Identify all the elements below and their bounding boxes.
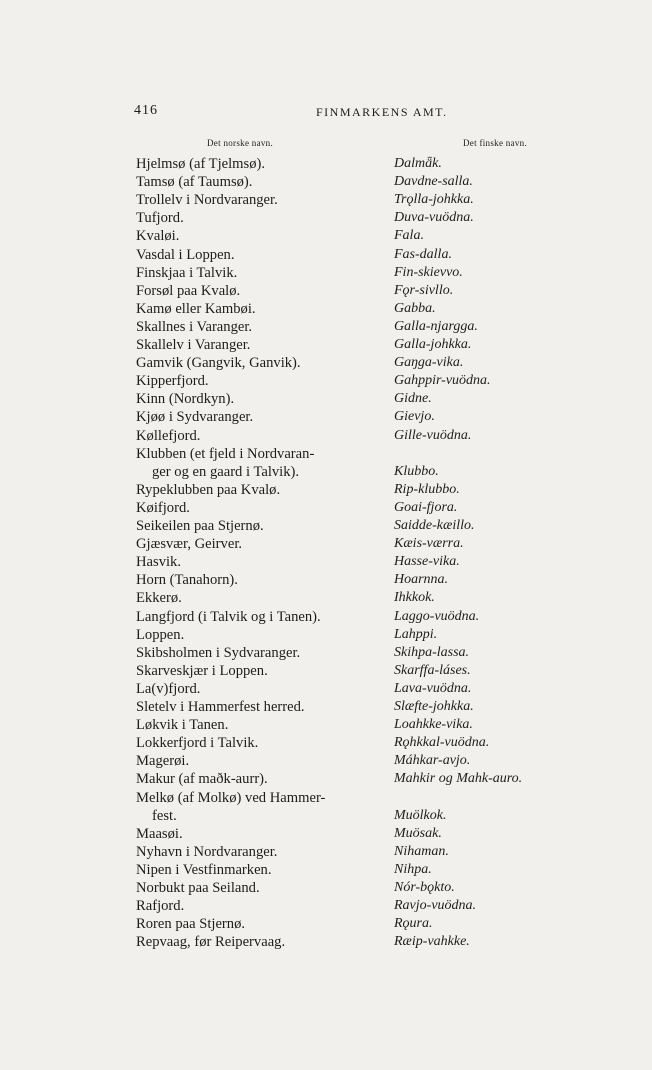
norwegian-name: Ekkerø. bbox=[136, 590, 182, 607]
norwegian-name: Kipperfjord. bbox=[136, 373, 209, 390]
entry-row bbox=[0, 699, 652, 717]
entry-row bbox=[0, 409, 652, 427]
norwegian-name: ger og en gaard i Talvik). bbox=[152, 463, 300, 480]
entry-row bbox=[0, 228, 652, 246]
entry-row bbox=[0, 735, 652, 753]
finnish-name: Davdne-salla. bbox=[394, 174, 473, 190]
finnish-name: Laggo-vuödna. bbox=[394, 608, 480, 624]
entry-row bbox=[0, 337, 652, 355]
norwegian-name: Finskjaa i Talvik. bbox=[136, 264, 238, 281]
entry-row bbox=[0, 916, 652, 934]
entry-row bbox=[0, 771, 652, 789]
entry-row bbox=[0, 880, 652, 898]
norwegian-name: Lokkerfjord i Talvik. bbox=[136, 735, 259, 752]
entry-row bbox=[0, 536, 652, 554]
entry-row bbox=[0, 283, 652, 301]
norwegian-name: Skarveskjær i Loppen. bbox=[136, 662, 268, 679]
finnish-name: Saidde-kæillo. bbox=[394, 518, 475, 533]
finnish-name: Rip-klubbo. bbox=[394, 481, 460, 497]
finnish-name: Máhkar-avjo. bbox=[394, 753, 471, 769]
entry-row bbox=[0, 319, 652, 337]
norwegian-name: Køllefjord. bbox=[136, 427, 201, 444]
norwegian-name: Skallnes i Varanger. bbox=[136, 318, 253, 335]
finnish-name: Rǫura. bbox=[394, 916, 433, 932]
norwegian-name: Skibsholmen i Sydvaranger. bbox=[136, 644, 301, 661]
entry-row bbox=[0, 247, 652, 265]
entry-row bbox=[0, 391, 652, 409]
finnish-name: Gabba. bbox=[394, 300, 436, 316]
finnish-name: Lahppi. bbox=[394, 626, 438, 642]
column-heading-finnish: Det finske navn. bbox=[463, 138, 528, 148]
norwegian-name: Trollelv i Nordvaranger. bbox=[136, 192, 278, 209]
norwegian-name: Seikeilen paa Stjernø. bbox=[136, 518, 264, 534]
norwegian-name: Kjøø i Sydvaranger. bbox=[136, 409, 254, 426]
entry-row bbox=[0, 663, 652, 681]
entry-row bbox=[0, 265, 652, 283]
entry-row bbox=[0, 645, 652, 663]
entry-row bbox=[0, 500, 652, 518]
entry-row bbox=[0, 808, 652, 826]
entry-row bbox=[0, 572, 652, 590]
entry-row bbox=[0, 934, 652, 952]
running-title: FINMARKENS AMT. bbox=[316, 105, 448, 119]
finnish-name: Loahkke-vika. bbox=[394, 717, 473, 733]
finnish-name: Fas-dalla. bbox=[394, 246, 452, 262]
norwegian-name: Magerøi. bbox=[136, 753, 190, 770]
norwegian-name: Nipen i Vestfinmarken. bbox=[136, 861, 272, 878]
norwegian-name: Maasøi. bbox=[136, 825, 183, 842]
norwegian-name: Horn (Tanahorn). bbox=[136, 572, 238, 589]
entry-row bbox=[0, 156, 652, 174]
entry-row bbox=[0, 609, 652, 627]
finnish-name: Skihpa-lassa. bbox=[394, 644, 470, 660]
finnish-name: Fala. bbox=[394, 228, 424, 244]
norwegian-name: Kinn (Nordkyn). bbox=[136, 391, 235, 408]
finnish-name: Ihkkok. bbox=[394, 590, 435, 606]
finnish-name: Slæfte-johkka. bbox=[394, 699, 474, 714]
entry-row bbox=[0, 554, 652, 572]
column-heading-norwegian: Det norske navn. bbox=[207, 138, 274, 148]
entry-row bbox=[0, 862, 652, 880]
norwegian-name: Nyhavn i Nordvaranger. bbox=[136, 843, 278, 860]
norwegian-name: Makur (af maðk-aurr). bbox=[136, 771, 268, 788]
finnish-name: Goai-fjora. bbox=[394, 499, 458, 515]
entry-row bbox=[0, 898, 652, 916]
finnish-name: Trǫlla-johkka. bbox=[394, 192, 474, 208]
norwegian-name: Gamvik (Gangvik, Ganvik). bbox=[136, 355, 301, 372]
finnish-name: Nihpa. bbox=[394, 861, 432, 877]
finnish-name: Dalmǟk. bbox=[394, 156, 442, 171]
entry-row bbox=[0, 373, 652, 391]
norwegian-name: Skallelv i Varanger. bbox=[136, 337, 251, 353]
norwegian-name: La(v)fjord. bbox=[136, 680, 201, 697]
finnish-name: Ravjo-vuödna. bbox=[394, 898, 477, 914]
entry-row bbox=[0, 717, 652, 735]
finnish-name: Galla-johkka. bbox=[394, 337, 472, 352]
finnish-name: Gidne. bbox=[394, 391, 432, 407]
finnish-name: Mahkir og Mahk-auro. bbox=[394, 771, 523, 787]
finnish-name: Galla-njargga. bbox=[394, 318, 478, 334]
finnish-name: Skarffa-láses. bbox=[394, 662, 471, 678]
norwegian-name: Klubben (et fjeld i Nordvaran- bbox=[136, 445, 315, 462]
finnish-name: Duva-vuödna. bbox=[394, 210, 474, 226]
norwegian-name: Tamsø (af Taumsø). bbox=[136, 174, 253, 191]
finnish-name: Ræip-vahkke. bbox=[394, 934, 470, 950]
norwegian-name: Vasdal i Loppen. bbox=[136, 246, 235, 263]
entry-row bbox=[0, 753, 652, 771]
norwegian-name: Gjæsvær, Geirver. bbox=[136, 536, 243, 553]
norwegian-name: Køifjord. bbox=[136, 499, 190, 516]
norwegian-name: Rafjord. bbox=[136, 898, 185, 915]
norwegian-name: Loppen. bbox=[136, 626, 185, 643]
norwegian-name: Melkø (af Molkø) ved Hammer- bbox=[136, 789, 326, 806]
finnish-name: Kæis-værra. bbox=[394, 536, 464, 552]
entry-row bbox=[0, 301, 652, 319]
entry-row bbox=[0, 428, 652, 446]
entry-row bbox=[0, 210, 652, 228]
entry-row bbox=[0, 627, 652, 645]
norwegian-name: Hasvik. bbox=[136, 554, 181, 571]
entry-row bbox=[0, 355, 652, 373]
norwegian-name: Roren paa Stjernø. bbox=[136, 916, 246, 933]
norwegian-name: Forsøl paa Kvalø. bbox=[136, 282, 241, 299]
finnish-name: Hasse-vika. bbox=[394, 554, 460, 570]
finnish-name: Lava-vuödna. bbox=[394, 680, 472, 696]
finnish-name: Gille-vuödna. bbox=[394, 427, 472, 443]
norwegian-name: Repvaag, før Reipervaag. bbox=[136, 934, 286, 951]
entry-row bbox=[0, 681, 652, 699]
norwegian-name: Langfjord (i Talvik og i Tanen). bbox=[136, 608, 321, 625]
finnish-name: Hoarnna. bbox=[394, 572, 449, 588]
entry-row bbox=[0, 790, 652, 808]
finnish-name: Rǫhkkal-vuödna. bbox=[394, 735, 490, 751]
finnish-name: Gahppir-vuödna. bbox=[394, 373, 491, 389]
entry-row bbox=[0, 464, 652, 482]
finnish-name: Muölkok. bbox=[394, 807, 447, 823]
norwegian-name: Løkvik i Tanen. bbox=[136, 717, 229, 734]
entry-row bbox=[0, 192, 652, 210]
finnish-name: Fǫr-sivllo. bbox=[394, 282, 454, 298]
page-number: 416 bbox=[134, 103, 158, 118]
norwegian-name: Sletelv i Hammerfest herred. bbox=[136, 699, 305, 715]
finnish-name: Gievjo. bbox=[394, 409, 435, 425]
norwegian-name: Tufjord. bbox=[136, 210, 184, 227]
entry-row bbox=[0, 826, 652, 844]
entry-row bbox=[0, 174, 652, 192]
finnish-name: Fin-skievvo. bbox=[394, 264, 463, 280]
finnish-name: Nihaman. bbox=[394, 843, 449, 859]
finnish-name: Muösak. bbox=[394, 825, 442, 841]
norwegian-name: Kamø eller Kambøi. bbox=[136, 300, 256, 317]
finnish-name: Nór-bǫkto. bbox=[394, 880, 455, 895]
norwegian-name: Kvaløi. bbox=[136, 228, 180, 245]
finnish-name: Klubbo. bbox=[394, 463, 439, 479]
entry-row bbox=[0, 844, 652, 862]
norwegian-name: Hjelmsø (af Tjelmsø). bbox=[136, 156, 266, 172]
norwegian-name: Rypeklubben paa Kvalø. bbox=[136, 481, 281, 498]
entry-row bbox=[0, 518, 652, 536]
entry-row bbox=[0, 482, 652, 500]
norwegian-name: fest. bbox=[152, 807, 177, 824]
entry-row bbox=[0, 446, 652, 464]
norwegian-name: Norbukt paa Seiland. bbox=[136, 880, 260, 896]
entry-row bbox=[0, 590, 652, 608]
finnish-name: Gaŋga-vika. bbox=[394, 355, 464, 371]
